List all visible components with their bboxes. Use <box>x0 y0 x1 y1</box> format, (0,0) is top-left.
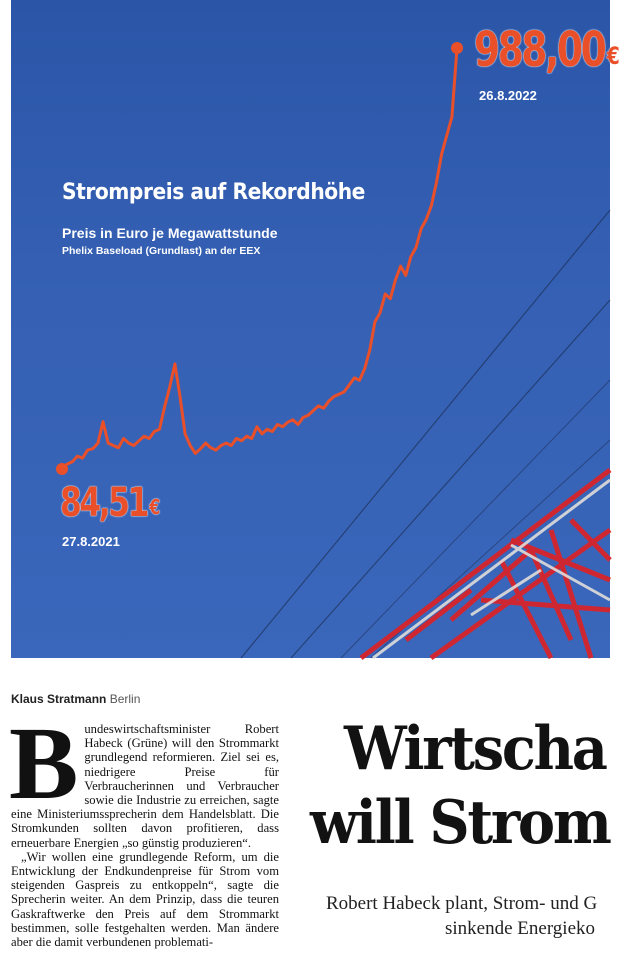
author-location: Berlin <box>109 692 141 706</box>
end-value-currency: € <box>606 41 620 70</box>
author-name: Klaus Stratmann <box>11 692 107 706</box>
chart-hero <box>11 0 620 658</box>
article-paragraph: „Wir wollen eine grundlegende Reform, um die Entwicklung der Endkundenpreise für Strom vom steigenden Gaspreis zu entkoppeln“, sagte die Sprecherin weiter. An dem Prinzip, dass die teuren Gaskraftwerke den Preis auf dem Strommarkt bestimmen, solle festgehalten werden. Man ändere aber die damit verbundenen problemati- <box>11 849 279 950</box>
chart-title: Strompreis auf Rekordhöhe <box>62 180 365 205</box>
end-value-number: 988,00 <box>474 22 605 78</box>
chart-source: Phelix Baseload (Grundlast) an der EEX <box>62 245 261 257</box>
byline <box>11 692 140 706</box>
deck-line-1: Robert Habeck plant, Strom- und G <box>326 893 598 914</box>
article-body <box>9 706 279 950</box>
deck-line-2: sinkende Energieko <box>445 918 596 939</box>
start-value-currency: € <box>149 495 161 519</box>
headline-line-2: will Strom <box>310 788 610 858</box>
start-date-label: 27.8.2021 <box>62 534 120 549</box>
start-point-marker <box>56 463 68 475</box>
article-paragraph <box>9 706 279 850</box>
headline-line-1: Wirtscha <box>344 714 606 784</box>
end-point-marker <box>451 42 463 54</box>
price-series-line <box>62 48 457 469</box>
dropcap: B <box>9 706 79 821</box>
start-value-number: 84,51 <box>60 480 147 526</box>
end-value-label <box>474 22 620 78</box>
paragraph-text: undeswirtschaftsminister Robert Habeck (Grüne) will den Strommarkt grundlegend reformieren. Ziel sei es, niedrigere Preise für Verbraucherinnen und Verbraucher sowie die Industrie zu erreichen, sagte eine Ministeriumssprecherin dem Handelsblatt. Die Stromkunden sollten davon profitieren, dass erneuerbare Energien „so günstig produzieren“. <box>11 722 279 850</box>
chart-subtitle: Preis in Euro je Megawattstunde <box>62 225 278 241</box>
start-value-label <box>60 480 160 526</box>
end-date-label: 26.8.2022 <box>479 88 537 103</box>
pylon-background <box>241 210 610 658</box>
series-line-group <box>56 42 463 475</box>
